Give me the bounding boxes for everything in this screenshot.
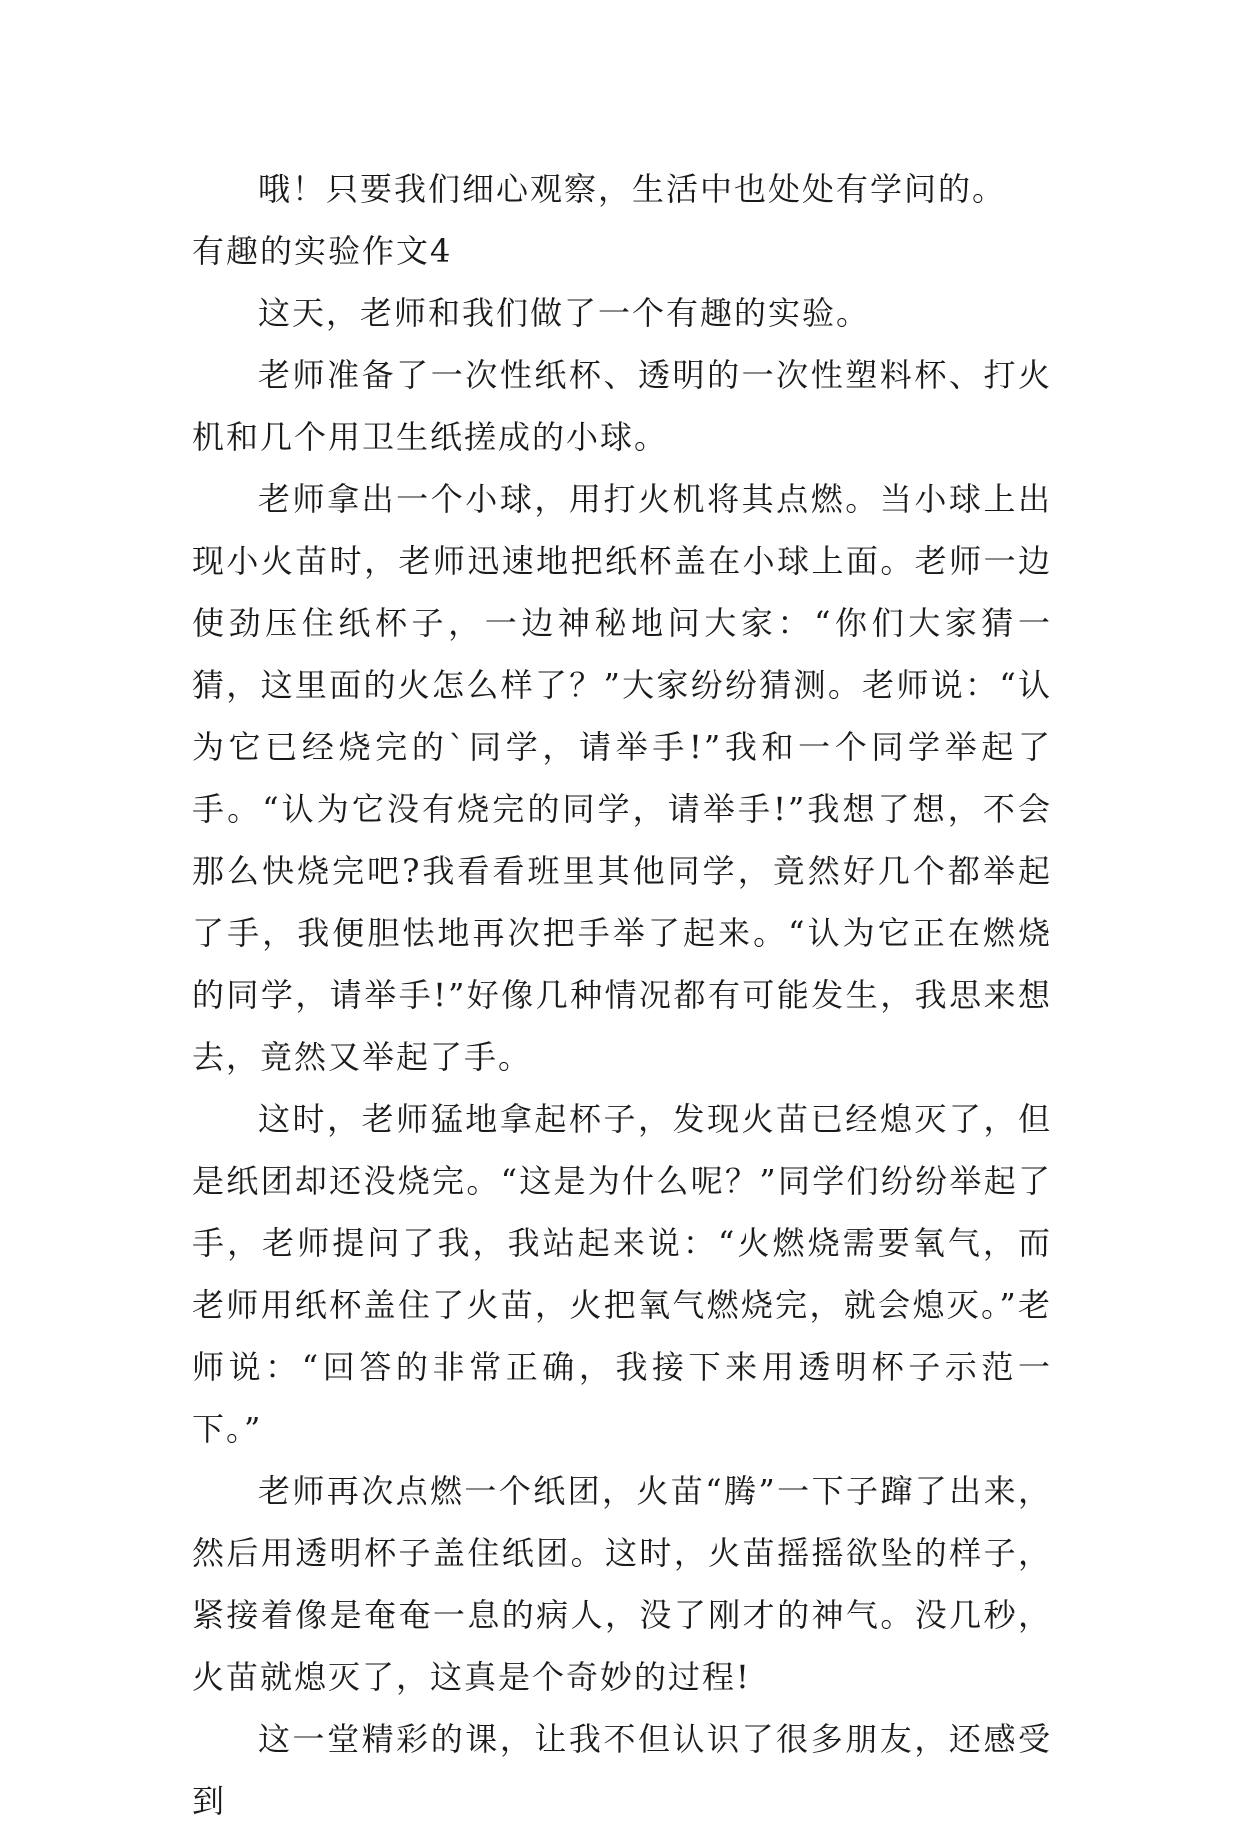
paragraph-explanation: 这时，老师猛地拿起杯子，发现火苗已经熄灭了，但是纸团却还没烧完。“这是为什么呢？”同学们纷纷举起了手，老师提问了我，我站起来说：“火燃烧需要氧气，而老师用纸杯盖住了火苗，火把氧气燃烧完，就会熄灭。”老师说：“回答的非常正确，我接下来用透明杯子示范一下。” <box>192 1100 1052 1448</box>
paragraph-closing-remark: 哦！只要我们细心观察，生活中也处处有学问的。 <box>258 170 1007 208</box>
paragraph-intro: 这天，老师和我们做了一个有趣的实验。 <box>258 294 871 332</box>
paragraph-second-experiment: 老师再次点燃一个纸团，火苗“腾”一下子蹿了出来，然后用透明杯子盖住纸团。这时，火苗摇摇欲坠的样子，紧接着像是奄奄一息的病人，没了刚才的神气。没几秒，火苗就熄灭了，这真是个奇妙的过程! <box>192 1472 1052 1696</box>
paragraph-materials: 老师准备了一次性纸杯、透明的一次性塑料杯、打火机和几个用卫生纸搓成的小球。 <box>192 356 1052 456</box>
paragraph-first-experiment: 老师拿出一个小球，用打火机将其点燃。当小球上出现小火苗时，老师迅速地把纸杯盖在小球上面。老师一边使劲压住纸杯子，一边神秘地问大家：“你们大家猜一猜，这里面的火怎么样了？”大家纷纷猜测。老师说：“认为它已经烧完的`同学，请举手!”我和一个同学举起了手。“认为它没有烧完的同学，请举手!”我想了想，不会那么快烧完吧?我看看班里其他同学，竟然好几个都举起了手，我便胆怯地再次把手举了起来。“认为它正在燃烧的同学，请举手!”好像几种情况都有可能发生，我思来想去，竟然又举起了手。 <box>192 480 1052 1076</box>
paragraph-conclusion: 这一堂精彩的课，让我不但认识了很多朋友，还感受到 <box>192 1720 1052 1820</box>
essay-title: 有趣的实验作文4 <box>192 232 453 270</box>
document-body <box>192 158 1052 1832</box>
